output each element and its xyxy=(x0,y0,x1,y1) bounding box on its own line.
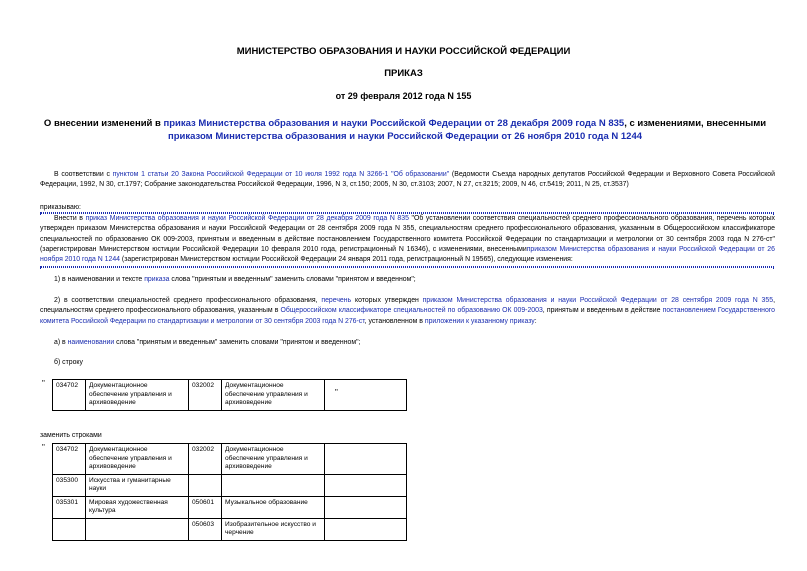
item2-link-ok009[interactable]: Общероссийском классификаторе специальностей по образованию ОК 009-2003 xyxy=(280,307,543,315)
table-cell: 035301 xyxy=(53,496,86,518)
table-cell xyxy=(325,496,407,518)
selection-box-bottom xyxy=(40,266,774,268)
item2-link-postanovlenie[interactable]: постановлением Государственного комитета Российской Федерации по стандартизации и метрологии от 30 сентября 2003 года N 276-ст xyxy=(40,307,775,325)
quote-open-1: " xyxy=(42,379,45,388)
main-link-1244[interactable]: приказом Министерства образования и науки Российской Федерации от 26 ноября 2010 года N 1244 xyxy=(40,245,775,264)
main-text-3: (зарегистрирован Министерством юстиции Российской Федерации 10 февраля 2010 года, регистрационный N 16346), с изменениями, внесенными xyxy=(40,245,527,253)
main-link-835[interactable]: приказ Министерства образования и науки Российской Федерации от 28 декабря 2009 года N 835 xyxy=(85,215,409,222)
title-link-2[interactable]: приказом Министерства образования и науки Российской Федерации от 26 ноября 2010 года N 1244 xyxy=(167,130,643,142)
preamble-link-law[interactable]: пунктом 1 статьи 20 Закона Российской Федерации от 10 июля 1992 года N 3266-1 "Об образовании" xyxy=(112,171,450,178)
item2-text-2: которых утвержден xyxy=(351,297,423,304)
item-1-paragraph xyxy=(40,275,775,285)
table-cell: Музыкальное образование xyxy=(222,496,325,518)
item2-text-4: , принятым и введенным в действие xyxy=(542,307,663,315)
preamble-text-2: (Ведомости Съезда народных депутатов Российской Федерации и Верховного Совета Российской Федерации, 1992, N 30, ст.1797; Собрание законодательства Российской Федерации, 1996, N 3, ст.150; 2005, N 30, ст.3103; 2007, N 27, ст.3215; 2009, N 46, ст.5419; 2011, N 25, ст.3537) xyxy=(40,171,775,189)
item2-text-6: : xyxy=(534,317,537,325)
preamble-text-1: В соответствии с xyxy=(54,171,113,178)
table-cell xyxy=(325,444,407,475)
main-text-1: Внести в xyxy=(54,215,86,222)
ministry-heading: МИНИСТЕРСТВО ОБРАЗОВАНИЯ И НАУКИ РОССИЙСКОЙ ФЕДЕРАЦИИ xyxy=(236,46,571,57)
table-cell: 034702 xyxy=(53,380,86,411)
table-cell: 032002 xyxy=(189,380,222,411)
item1-text-2: слова "принятым и введенным" заменить словами "принятом и введенном"; xyxy=(169,276,416,283)
title-text-1: О внесении изменений в xyxy=(43,118,164,129)
replace-label: заменить строками xyxy=(40,432,102,439)
table-original-row xyxy=(52,379,407,411)
table-row xyxy=(53,444,407,475)
item-a-paragraph xyxy=(40,338,775,348)
doc-title xyxy=(40,118,770,143)
main-paragraph xyxy=(40,214,775,265)
item2-text-3: , специальностям среднего профессионального образования, указанным в xyxy=(40,297,775,315)
item2-text-1: 2) в соответствии специальностей среднего профессионального образования, xyxy=(54,297,322,304)
table-cell: 034702 xyxy=(53,444,86,475)
table-cell: Изобразительное искусство и черчение xyxy=(222,518,325,540)
item-a-text-1: а) в xyxy=(54,339,68,346)
doc-date-number: от 29 февраля 2012 года N 155 xyxy=(335,91,472,101)
table-row xyxy=(53,474,407,496)
item-b-paragraph: б) строку xyxy=(54,359,83,366)
table-cell: Искусства и гуманитарные науки xyxy=(86,474,189,496)
item2-link-prilozhenie[interactable]: приложении к указанному приказу xyxy=(424,317,535,325)
table-cell xyxy=(86,518,189,540)
item-2-paragraph xyxy=(40,296,775,327)
main-text-4: (зарегистрирован Министерством юстиции Российской Федерации 24 января 2011 года, регистрационный N 19565), следующие изменения: xyxy=(120,256,573,264)
table-row xyxy=(53,380,407,411)
table-cell: Мировая художественная культура xyxy=(86,496,189,518)
table-cell xyxy=(189,474,222,496)
item1-text-1: 1) в наименовании и тексте xyxy=(54,276,145,283)
table-cell: 032002 xyxy=(189,444,222,475)
doc-type-heading: ПРИКАЗ xyxy=(384,68,423,79)
item1-link-prikaz[interactable]: приказа xyxy=(144,276,170,283)
title-link-1[interactable]: приказ Министерства образования и науки Российской Федерации от 28 декабря 2009 года N 835 xyxy=(163,118,625,129)
quote-close-1: " xyxy=(335,388,338,397)
table-cell: Документационное обеспечение управления и архивоведение xyxy=(86,380,189,411)
item2-link-perechen[interactable]: перечень xyxy=(321,297,352,304)
table-cell: 050601 xyxy=(189,496,222,518)
table-cell xyxy=(325,518,407,540)
table-cell: Документационное обеспечение управления и архивоведение xyxy=(222,380,325,411)
item2-link-355[interactable]: приказом Министерства образования и науки Российской Федерации от 28 сентября 2009 года N 355 xyxy=(422,297,774,304)
table-cell xyxy=(325,474,407,496)
table-cell: 050603 xyxy=(189,518,222,540)
item2-text-5: , установленном в xyxy=(364,317,425,325)
table-cell xyxy=(222,474,325,496)
title-text-2: , с изменениями, внесенными xyxy=(624,118,767,129)
preamble-paragraph xyxy=(40,170,775,191)
table-row xyxy=(53,496,407,518)
table-cell xyxy=(53,518,86,540)
table-replacement-rows xyxy=(52,443,407,541)
item-a-link-naimenovanie[interactable]: наименовании xyxy=(67,339,115,346)
table-row xyxy=(53,518,407,540)
table-cell: Документационное обеспечение управления и архивоведение xyxy=(86,444,189,475)
table-cell: Документационное обеспечение управления и архивоведение xyxy=(222,444,325,475)
item-a-text-2: слова "принятым и введенным" заменить словами "принятом и введенном"; xyxy=(114,339,361,346)
table-cell: 035300 xyxy=(53,474,86,496)
prikazyvayu-text: приказываю: xyxy=(40,204,81,211)
quote-open-2: " xyxy=(42,443,45,452)
main-text-2: "Об установлении соответствия специальностей среднего профессионального образования, перечень которых утвержден приказом Министерства образования и науки Российской Федерации от 28 сентября 2009 года N 355, специальностям среднего профессионального образования, указанным в Общероссийском классификаторе специальностей по образованию ОК 009-2003, принятым и введенным в действие постановлением Государственного комитета Российской Федерации по стандартизации и метрологии от 30 сентября 2003 года N 276-ст" xyxy=(40,215,775,243)
